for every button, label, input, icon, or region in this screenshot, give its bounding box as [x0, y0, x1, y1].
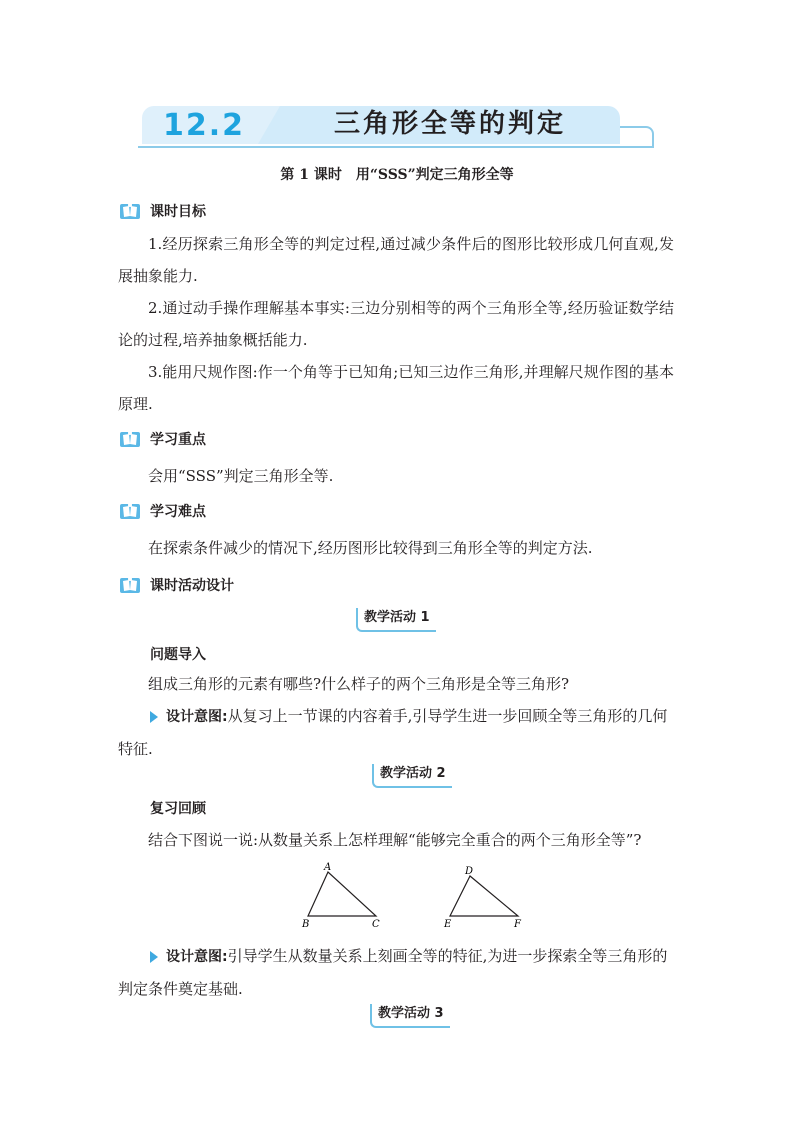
- key-point-heading-label: 学习重点: [150, 432, 206, 448]
- difficulty-heading: [120, 500, 206, 522]
- difficulty-text: 在探索条件减少的情况下,经历图形比较得到三角形全等的判定方法.: [148, 539, 593, 557]
- section-number: 12.2: [162, 108, 246, 143]
- section-title: 三角形全等的判定: [333, 109, 566, 139]
- lesson-subtitle: 第 1 课时 用“SSS”判定三角形全等: [280, 167, 514, 183]
- vertex-d-label: D: [465, 866, 474, 877]
- activity-2-badge: 教学活动 2: [372, 764, 452, 788]
- triangle-bullet-icon: [150, 951, 158, 963]
- triangle-def: [443, 866, 522, 930]
- congruent-triangles-figure: [290, 860, 540, 932]
- objectives-heading-label: 课时目标: [150, 204, 206, 220]
- difficulty-heading-label: 学习难点: [150, 504, 206, 520]
- vertex-a-label: A: [324, 862, 332, 873]
- book-icon: [120, 577, 140, 593]
- activity-2-subheading: 复习回顾: [150, 801, 206, 817]
- objectives-heading: [120, 200, 206, 222]
- activity-design-heading-label: 课时活动设计: [150, 578, 234, 594]
- header-underline: [138, 146, 652, 148]
- title-tab-notch: [258, 106, 280, 144]
- key-point-text: 会用“SSS”判定三角形全等.: [148, 467, 334, 485]
- book-icon: [120, 503, 140, 519]
- activity-2-design-note: 设计意图:引导学生从数量关系上刻画全等的特征,为进一步探索全等三角形的判定条件奠定基础.: [118, 947, 668, 998]
- activity-3-badge: 教学活动 3: [370, 1004, 450, 1028]
- activity-2-text: 结合下图说一说:从数量关系上怎样理解“能够完全重合的两个三角形全等”?: [148, 831, 642, 849]
- header-underline-corner: [620, 126, 654, 148]
- activity-1-badge: 教学活动 1: [356, 608, 436, 632]
- triangle-bullet-icon: [150, 711, 158, 723]
- objective-item-1: 1.经历探索三角形全等的判定过程,通过减少条件后的图形比较形成几何直观,发展抽象能力.: [118, 235, 674, 285]
- vertex-f-label: F: [514, 919, 521, 930]
- book-icon: [120, 203, 140, 219]
- key-point-heading: [120, 428, 206, 450]
- vertex-b-label: B: [302, 919, 310, 930]
- activity-1-design-note: 设计意图:从复习上一节课的内容着手,引导学生进一步回顾全等三角形的几何特征.: [118, 707, 668, 758]
- objective-item-2: 2.通过动手操作理解基本事实:三边分别相等的两个三角形全等,经历验证数学结论的过程,培养抽象概括能力.: [118, 299, 674, 349]
- book-icon: [120, 431, 140, 447]
- activity-design-heading: [120, 574, 234, 596]
- activity-1-subheading: 问题导入: [150, 647, 206, 663]
- vertex-c-label: C: [372, 919, 380, 930]
- triangle-abc: [301, 862, 380, 930]
- vertex-e-label: E: [444, 919, 452, 930]
- objective-item-3: 3.能用尺规作图:作一个角等于已知角;已知三边作三角形,并理解尺规作图的基本原理.: [118, 363, 674, 413]
- activity-1-text: 组成三角形的元素有哪些?什么样子的两个三角形是全等三角形?: [148, 675, 570, 693]
